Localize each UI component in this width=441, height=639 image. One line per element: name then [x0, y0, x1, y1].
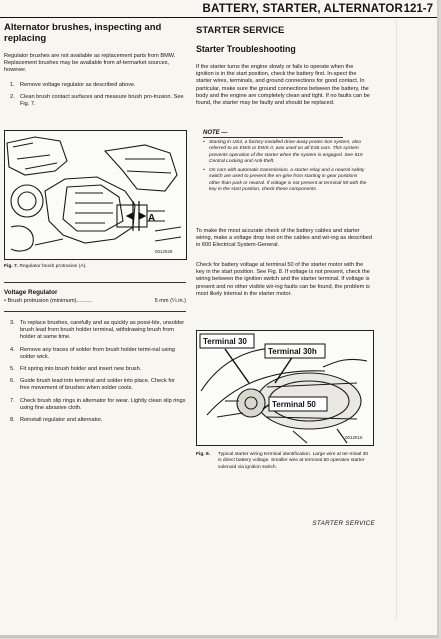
page-number: 121-7 [403, 3, 433, 15]
step-8 [10, 417, 186, 424]
spec-rule-top [4, 282, 186, 283]
spec-value: 5 mm (¼ in.) [154, 298, 186, 304]
terminal-30-label: Terminal 30 [203, 337, 247, 346]
note-block [203, 130, 369, 193]
intro-paragraph: Regulator brushes are not available as replacement parts from BMW. Replacement brushes may be available from af-termarket sources, however. [4, 53, 176, 74]
step-number: 2. [10, 94, 15, 101]
fig7-label-a: A [148, 213, 156, 224]
step-number: 1. [10, 82, 15, 88]
footer-section-name: STARTER SERVICE [312, 520, 375, 527]
bullet-mark: • [203, 140, 205, 145]
step-text: Guide brush lead into terminal and solder into place. Check for free movement of brushes when solder cools. [20, 378, 175, 392]
terminal-50-label: Terminal 50 [272, 400, 316, 409]
header-rule [0, 17, 437, 18]
chapter-title: BATTERY, STARTER, ALTERNATOR [202, 3, 403, 15]
fig7-caption [4, 264, 186, 270]
note-bullet-text: On cars with automatic transmission, a starter relay and a neutral safety switch are used to prevent the en-gine from starting in gear positions other than park or neutral. If voltage is not present at terminal 50 with the key in the start position, check these components. [209, 168, 367, 193]
troubleshooting-paragraph-1: If the starter turns the engine slowly or fails to operate when the ignition is in the start position, check the battery first. In-spect the starter wires, terminals, and ground connections for good contact. In particular, make sure the ground connections between the battery, the body and the engine are completely clean and tight. If no faults can be found, the starter may be faulty and should be replaced. [196, 64, 370, 107]
step-number: 3. [10, 320, 15, 326]
troubleshooting-paragraph-3: Check for battery voltage at terminal 50 of the starter motor with the key in the start position. See Fig. 8. If voltage is not present, check the wiring between the ignition switch and the starter terminal. If voltage is present and no other visible wir-ing faults can be found, the problem is most likely internal in the starter motor. [196, 262, 370, 297]
step-text: To replace brushes, carefully and as quickly as possi-ble, unsolder brush lead from brush holder terminal, withdrawing brush from holder at same time. [20, 320, 185, 341]
regulator-drawing [5, 131, 186, 259]
section-title-alternator-brushes: Alternator brushes, inspecting and replacing [4, 22, 162, 44]
spec-label: • Brush protrusion (minimum) [4, 298, 77, 304]
spec-title: Voltage Regulator [4, 289, 58, 296]
step-number: 7. [10, 397, 15, 404]
subtitle-starter-troubleshooting: Starter Troubleshooting [196, 44, 296, 54]
step-7 [10, 398, 186, 412]
step-5 [10, 366, 186, 373]
steps-3-8 [10, 320, 186, 424]
step-text: Reinstall regulator and alternator. [20, 417, 103, 424]
fig8-caption-number: Fig. 8. [196, 452, 211, 457]
fig8-code: 0012516 [345, 435, 363, 440]
step-number: 4. [10, 346, 15, 353]
scan-edge-line [396, 20, 397, 620]
step-text: Check brush slip rings in alternator for wear. Lightly clean slip rings using fine abrasive cloth. [20, 397, 186, 411]
note-title: NOTE — [203, 130, 228, 136]
bullet-mark: • [203, 168, 205, 174]
section-title-starter-service: STARTER SERVICE [196, 25, 285, 36]
step-text: Remove voltage regulator as described above. [20, 82, 136, 88]
page-header [0, 0, 437, 18]
step-number: 8. [10, 417, 15, 424]
step-3 [10, 320, 186, 342]
spec-brush-protrusion [4, 298, 186, 305]
step-number: 6. [10, 378, 15, 385]
fig7-code: 0012526 [155, 249, 173, 254]
fig7-caption-number: Fig. 7. [4, 264, 19, 269]
step-4 [10, 347, 186, 361]
note-rule [203, 137, 343, 138]
figure-7-regulator [4, 130, 187, 260]
step-2 [10, 94, 186, 108]
note-bullet-1 [203, 140, 369, 165]
troubleshooting-paragraph-2: To make the most accurate check of the battery cables and starter wiring, make a voltage drop test on the cables and wir-ing as described in 600 Electrical System-General. [196, 228, 372, 249]
steps-1-2 [10, 82, 186, 109]
fig8-caption [196, 452, 372, 471]
step-text: Clean brush contact surfaces and measure brush pro-trusion. See Fig. 7. [20, 94, 184, 108]
fig7-caption-text: Regulator brush protrusion (A). [19, 264, 87, 269]
step-text: Remove any traces of solder from brush holder termi-nal using solder wick. [20, 346, 175, 360]
step-text: Fit spring into brush holder and insert new brush. [20, 366, 142, 373]
step-1 [10, 82, 186, 89]
starter-drawing [197, 331, 373, 445]
note-bullet-2 [203, 168, 369, 193]
terminal-30h-label: Terminal 30h [268, 347, 317, 356]
step-number: 5. [10, 366, 15, 373]
step-6 [10, 378, 186, 392]
spec-rule-bottom [4, 311, 186, 312]
fig8-caption-text: Typical starter wiring terminal identification. Large wire at ter-minal 30 is direct battery voltage. Smaller wire at terminal 50 operates starter solenoid via ignition switch. [218, 452, 369, 470]
spec-dots: .......... [76, 298, 93, 304]
figure-8-starter [196, 330, 374, 446]
note-bullet-text: Starting in US4, a factory-installed drive-away protec-tion system, also referred to as EWS or EWS II, was used on all E36 cars. This system prevents operation of the starter when the system is engaged. See 515 Central Locking and Anti-theft. [209, 140, 363, 164]
